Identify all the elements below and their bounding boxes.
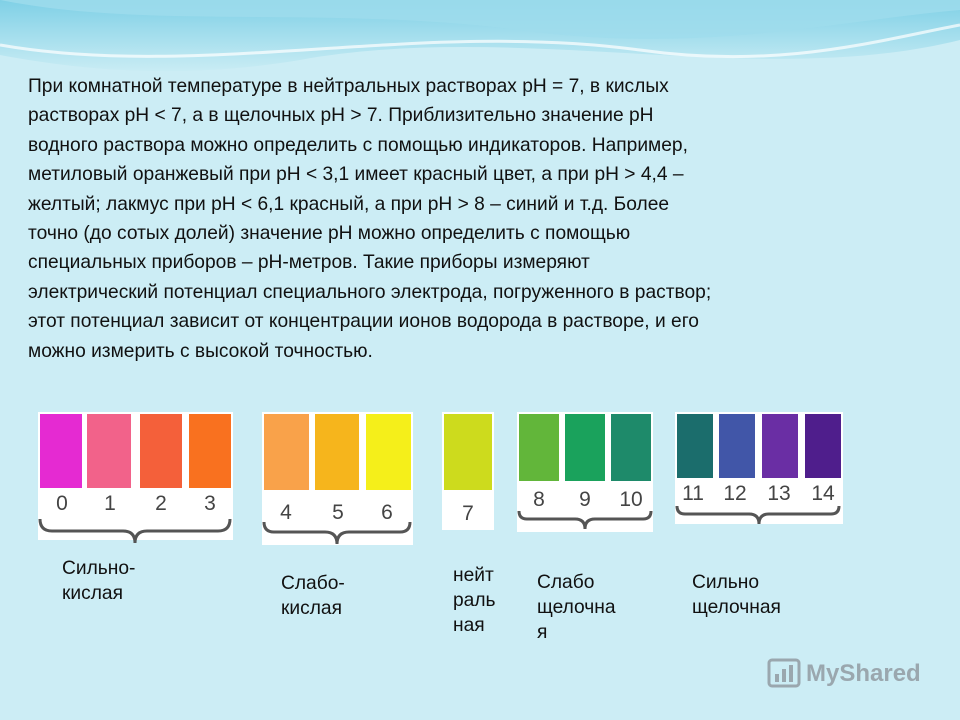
category-label-weak-acid: Слабо- кислая <box>281 573 345 619</box>
ph-label-13: 13 <box>767 482 791 505</box>
ph-swatch-8 <box>517 412 561 483</box>
ph-label-9: 9 <box>579 488 591 511</box>
ph-label-10: 10 <box>619 488 643 511</box>
ph-group-neutral <box>442 412 494 530</box>
category-label-strong-acid: Сильно- кислая <box>62 558 136 604</box>
ph-swatch-6 <box>364 412 413 492</box>
ph-swatch-3 <box>187 412 233 490</box>
ph-swatch-14 <box>803 412 843 480</box>
ph-label-8: 8 <box>533 488 545 511</box>
brace <box>38 517 233 547</box>
ph-label-4: 4 <box>280 501 292 524</box>
ph-label-2: 2 <box>155 492 167 515</box>
ph-swatch-4 <box>262 412 311 492</box>
ph-group-weak-acid <box>262 412 413 545</box>
body-paragraph: При комнатной температуре в нейтральных растворах рН = 7, в кислых растворах рН < 7, а в щелочных рН > 7. Приблизительно значение рН водного раствора можно определить с помощью индикаторов. Например, метиловый оранжевый при рН < 3,1 имеет красный цвет, а при рН > 4,4 – желтый; лакмус при рН < 6,1 красный, а при рН > 8 – синий и т.д. Более точно (до сотых долей) значение рН можно определить с помощью специальных приборов – рН-метров. Такие приборы измеряют электрический потенциал специального электрода, погруженного в раствор; этот потенциал зависит от концентрации ионов водорода в растворе, и его можно измерить с высокой точностью. <box>28 76 712 362</box>
ph-swatch-0 <box>38 412 84 490</box>
ph-swatch-7 <box>442 412 494 492</box>
ph-group-weak-base <box>517 412 653 532</box>
ph-label-12: 12 <box>723 482 747 505</box>
brace <box>517 509 653 535</box>
category-label-weak-base: Слабо щелочна я <box>537 572 616 643</box>
category-label-strong-base: Сильно щелочная <box>692 572 781 618</box>
ph-label-5: 5 <box>332 501 344 524</box>
ph-label-6: 6 <box>381 501 393 524</box>
ph-swatch-5 <box>313 412 361 492</box>
ph-swatch-9 <box>563 412 607 483</box>
ph-swatch-12 <box>717 412 757 480</box>
ph-swatch-11 <box>675 412 715 480</box>
myshared-logo-icon <box>767 656 803 692</box>
ph-label-14: 14 <box>811 482 835 505</box>
ph-group-strong-base <box>675 412 843 524</box>
brace <box>675 504 843 528</box>
category-label-neutral: нейт раль ная <box>453 565 496 636</box>
ph-label-11: 11 <box>682 482 704 505</box>
watermark-text: MyShared <box>806 660 921 687</box>
ph-label-3: 3 <box>204 492 216 515</box>
ph-swatch-13 <box>760 412 800 480</box>
ph-label-1: 1 <box>104 492 116 515</box>
ph-label-0: 0 <box>56 492 68 515</box>
ph-swatch-2 <box>138 412 184 490</box>
brace <box>262 520 413 550</box>
ph-swatch-10 <box>609 412 653 483</box>
ph-label-7: 7 <box>462 502 474 525</box>
ph-group-strong-acid <box>38 412 233 540</box>
ph-swatch-1 <box>85 412 133 490</box>
